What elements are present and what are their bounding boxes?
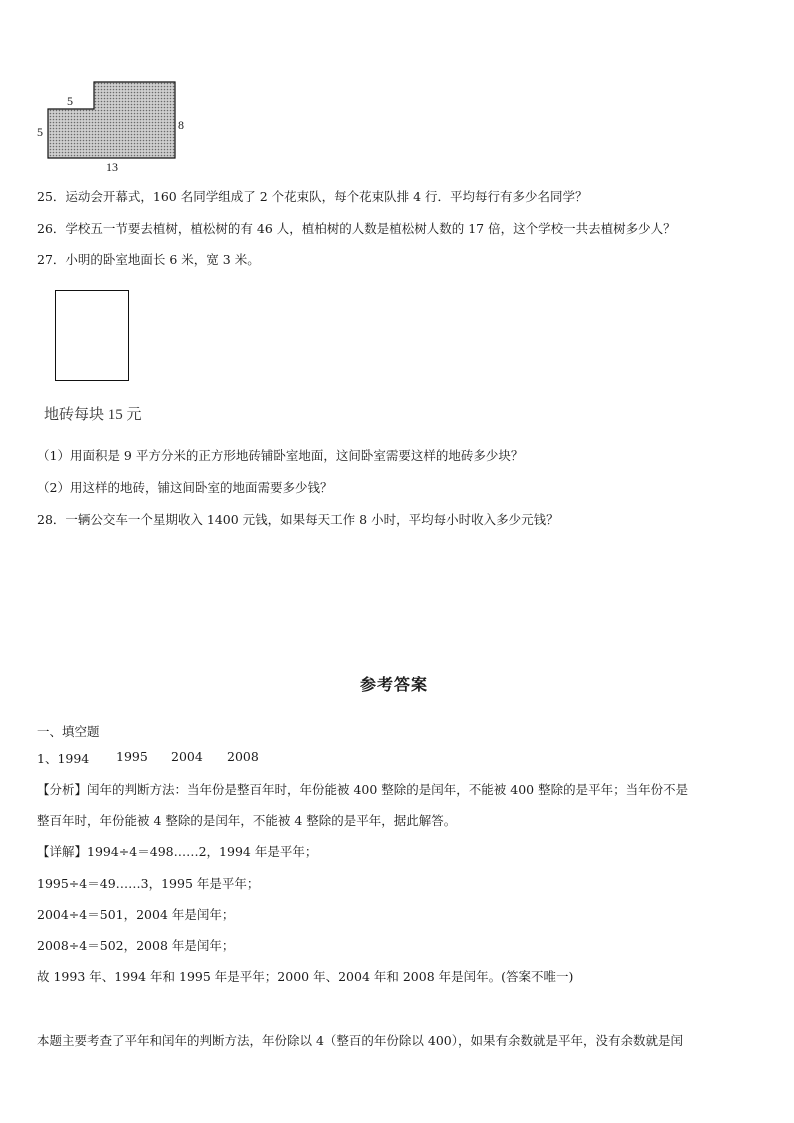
- tile-price-caption: 地砖每块 15 元: [44, 407, 142, 423]
- answer-1-year-b: 1995: [116, 749, 148, 764]
- answer-1-year-a: 1、1994: [37, 751, 90, 766]
- question-27-part-2: （2）用这样的地砖，铺这间卧室的地面需要多少钱？: [37, 480, 333, 495]
- detail-line-2: 1995÷4＝49……3，1995 年是平年；: [37, 876, 260, 891]
- answers-title: 参考答案: [360, 675, 429, 694]
- bedroom-rectangle: [55, 290, 129, 381]
- question-26: 26．学校五一节要去植树，植松树的有 46 人，植柏树的人数是植松树人数的 17 倍，这个学校一共去植树多少人？: [37, 221, 676, 236]
- answer-1-year-c: 2004: [171, 749, 203, 764]
- label-bottom-13: 13: [106, 160, 118, 174]
- question-27-part-1: （1）用面积是 9 平方分米的正方形地砖铺卧室地面，这间卧室需要这样的地砖多少块？: [37, 448, 524, 463]
- detail-line-5: 故 1993 年、1994 年和 1995 年是平年；2000 年、2004 年和 2008 年是闰年。(答案不唯一): [37, 969, 574, 984]
- question-27: 27．小明的卧室地面长 6 米，宽 3 米。: [37, 252, 260, 267]
- label-top-5: 5: [67, 94, 73, 108]
- answer-1-year-d: 2008: [227, 749, 259, 764]
- analysis-line-1: 【分析】闰年的判断方法：当年份是整百年时，年份能被 400 整除的是闰年，不能被 400 整除的是平年；当年份不是: [37, 782, 689, 797]
- summary-line-1: 本题主要考查了平年和闰年的判断方法，年份除以 4（整百的年份除以 400），如果有余数就是平年，没有余数就是闰: [37, 1033, 684, 1048]
- section-heading: 一、填空题: [37, 724, 100, 739]
- label-right-8: 8: [178, 118, 184, 132]
- detail-line-3: 2004÷4＝501，2004 年是闰年；: [37, 907, 235, 922]
- question-25: 25．运动会开幕式，160 名同学组成了 2 个花束队，每个花束队排 4 行．平均每行有多少名同学？: [37, 189, 588, 204]
- detail-line-1: 【详解】1994÷4＝498……2，1994 年是平年；: [37, 844, 318, 859]
- detail-line-4: 2008÷4＝502，2008 年是闰年；: [37, 938, 235, 953]
- label-left-5: 5: [37, 125, 43, 139]
- analysis-line-2: 整百年时，年份能被 4 整除的是闰年，不能被 4 整除的是平年，据此解答。: [37, 813, 457, 828]
- question-28: 28．一辆公交车一个星期收入 1400 元钱，如果每天工作 8 小时，平均每小时收入多少元钱？: [37, 512, 559, 527]
